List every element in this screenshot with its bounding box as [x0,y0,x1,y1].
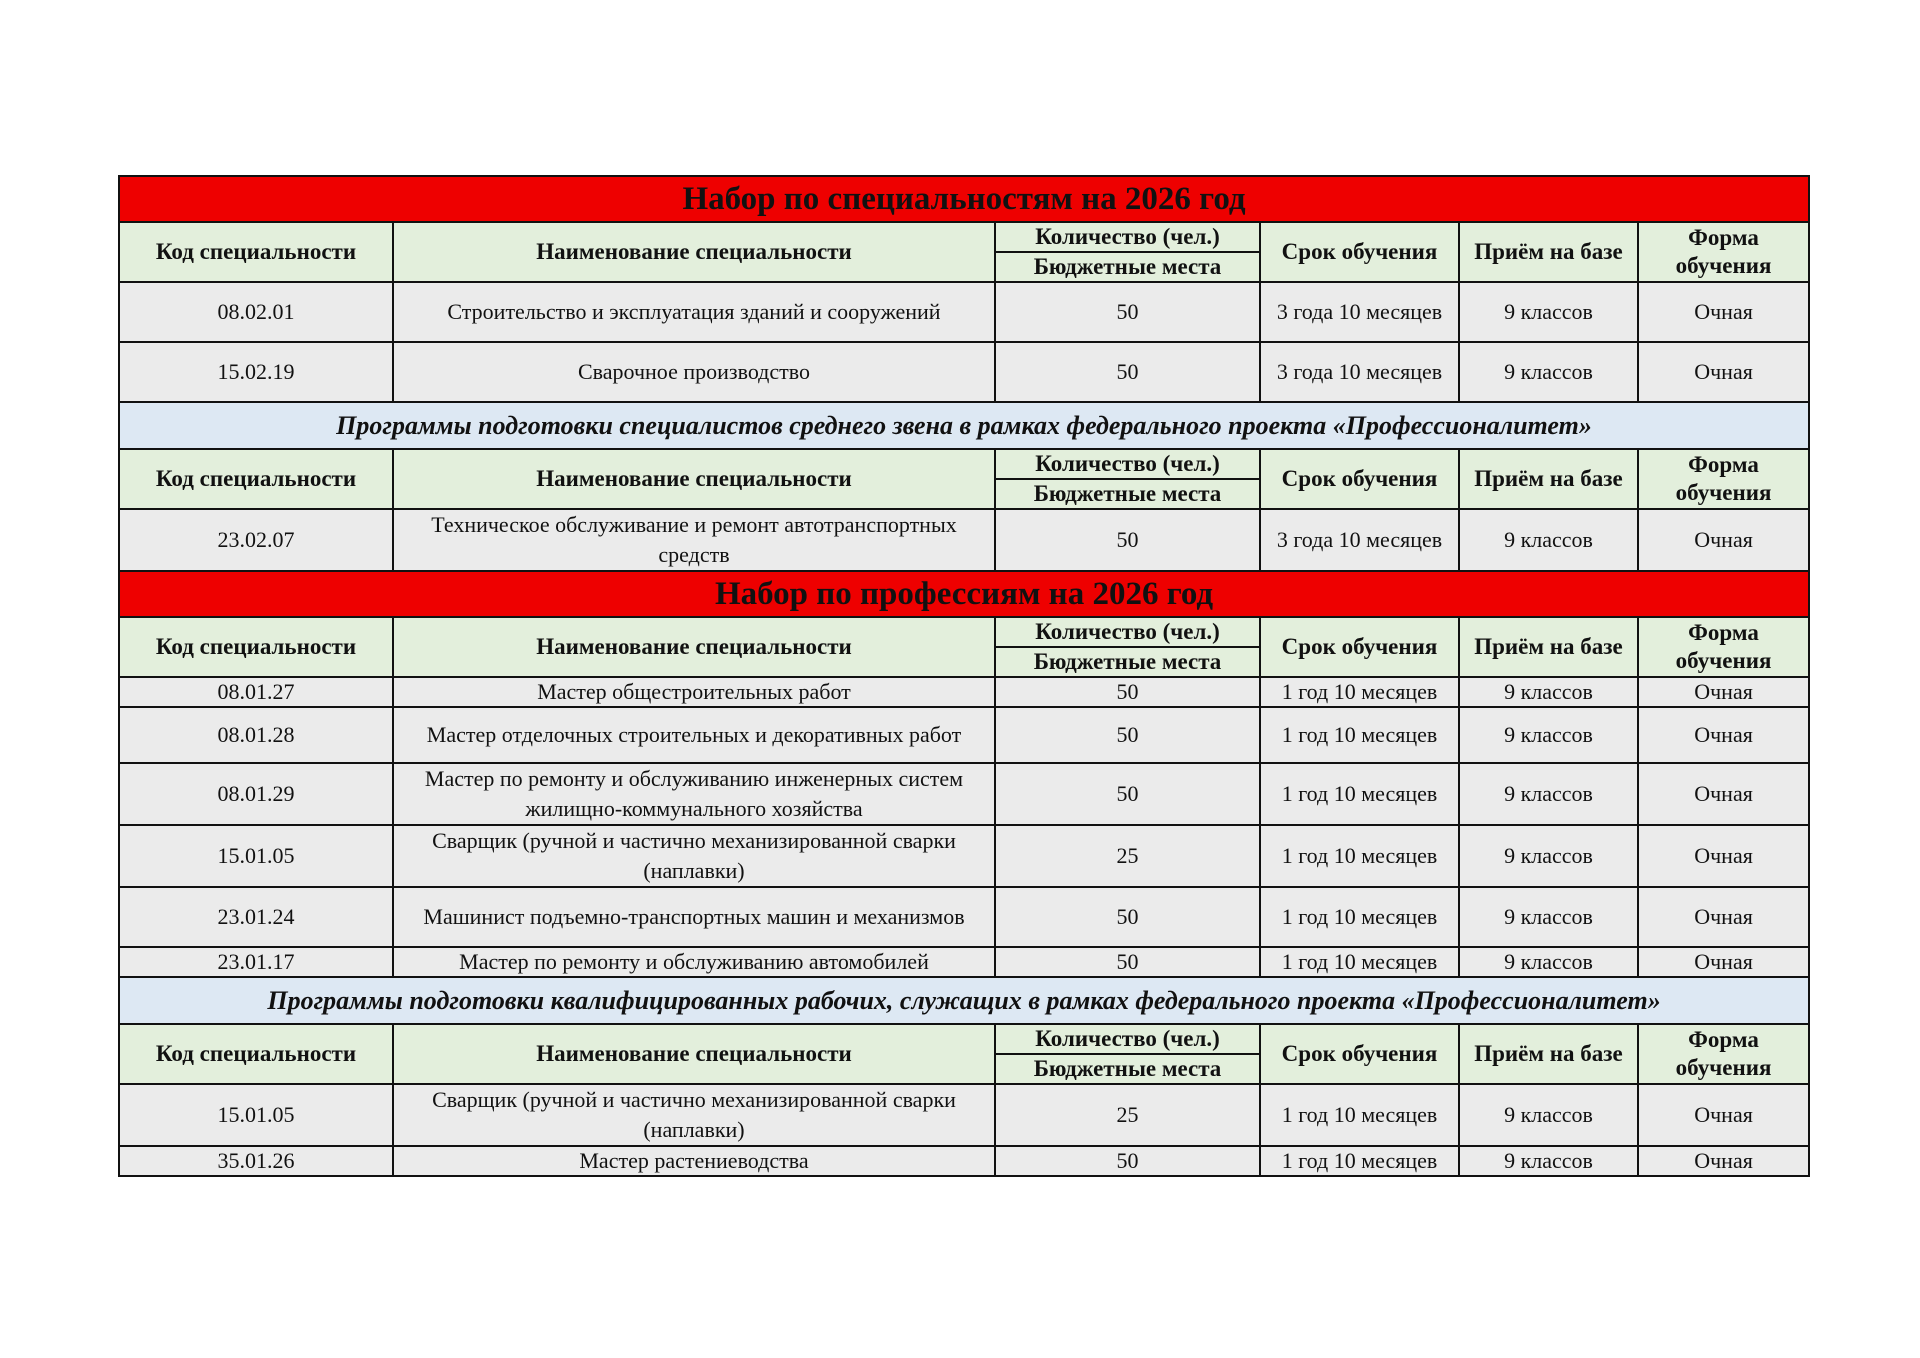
admission-table [118,175,1810,1177]
header-budget: Бюджетные места [995,647,1260,677]
header-term: Срок обучения [1260,449,1459,509]
cell-term: 1 год 10 месяцев [1260,1084,1459,1146]
header-name: Наименование специальности [393,222,995,282]
section-title: Набор по профессиям на 2026 год [119,571,1809,617]
cell-form: Очная [1638,677,1809,707]
header-row [119,617,1809,647]
cell-budget: 25 [995,825,1260,887]
cell-name: Техническое обслуживание и ремонт автотранспортных средств [393,509,995,571]
header-qty: Количество (чел.) [995,1024,1260,1054]
cell-form: Очная [1638,282,1809,342]
section-title: Программы подготовки специалистов среднего звена в рамках федерального проекта «Профессионалитет» [119,402,1809,449]
section-title: Набор по специальностям на 2026 год [119,176,1809,222]
cell-base: 9 классов [1459,342,1638,402]
cell-base: 9 классов [1459,947,1638,977]
cell-name: Мастер общестроительных работ [393,677,995,707]
cell-code: 15.01.05 [119,1084,393,1146]
cell-code: 23.02.07 [119,509,393,571]
header-base: Приём на базе [1459,617,1638,677]
cell-term: 1 год 10 месяцев [1260,947,1459,977]
cell-name: Сварщик (ручной и частично механизированной сварки (наплавки) [393,825,995,887]
section-title-row [119,977,1809,1024]
cell-form: Очная [1638,509,1809,571]
header-term: Срок обучения [1260,222,1459,282]
cell-term: 3 года 10 месяцев [1260,282,1459,342]
header-form: Форма обучения [1638,617,1809,677]
section-title-row [119,176,1809,222]
table-row [119,342,1809,402]
cell-budget: 50 [995,1146,1260,1176]
cell-code: 35.01.26 [119,1146,393,1176]
section-title: Программы подготовки квалифицированных рабочих, служащих в рамках федерального проекта «Профессионалитет» [119,977,1809,1024]
header-row [119,222,1809,252]
header-code: Код специальности [119,617,393,677]
header-code: Код специальности [119,449,393,509]
table-row [119,509,1809,571]
table-row [119,1146,1809,1176]
table-row [119,825,1809,887]
header-code: Код специальности [119,1024,393,1084]
header-qty: Количество (чел.) [995,617,1260,647]
cell-form: Очная [1638,707,1809,763]
cell-budget: 50 [995,509,1260,571]
cell-code: 23.01.24 [119,887,393,947]
cell-budget: 50 [995,282,1260,342]
cell-budget: 25 [995,1084,1260,1146]
cell-budget: 50 [995,947,1260,977]
header-code: Код специальности [119,222,393,282]
cell-base: 9 классов [1459,509,1638,571]
cell-base: 9 классов [1459,763,1638,825]
cell-form: Очная [1638,342,1809,402]
header-term: Срок обучения [1260,617,1459,677]
header-name: Наименование специальности [393,617,995,677]
header-name: Наименование специальности [393,449,995,509]
cell-budget: 50 [995,707,1260,763]
header-row [119,449,1809,479]
cell-name: Мастер по ремонту и обслуживанию инженерных систем жилищно-коммунального хозяйства [393,763,995,825]
cell-base: 9 классов [1459,282,1638,342]
table-row [119,763,1809,825]
header-base: Приём на базе [1459,449,1638,509]
header-form: Форма обучения [1638,449,1809,509]
cell-form: Очная [1638,887,1809,947]
cell-code: 08.02.01 [119,282,393,342]
cell-base: 9 классов [1459,825,1638,887]
cell-name: Сварочное производство [393,342,995,402]
cell-base: 9 классов [1459,1146,1638,1176]
cell-budget: 50 [995,342,1260,402]
section-title-row [119,402,1809,449]
cell-name: Мастер по ремонту и обслуживанию автомобилей [393,947,995,977]
header-budget: Бюджетные места [995,252,1260,282]
cell-name: Мастер отделочных строительных и декоративных работ [393,707,995,763]
cell-code: 15.01.05 [119,825,393,887]
table-row [119,707,1809,763]
cell-form: Очная [1638,1146,1809,1176]
cell-code: 08.01.28 [119,707,393,763]
cell-base: 9 классов [1459,707,1638,763]
header-form: Форма обучения [1638,222,1809,282]
cell-term: 3 года 10 месяцев [1260,342,1459,402]
table-row [119,1084,1809,1146]
table-row [119,947,1809,977]
header-qty: Количество (чел.) [995,449,1260,479]
cell-name: Сварщик (ручной и частично механизированной сварки (наплавки) [393,1084,995,1146]
cell-base: 9 классов [1459,677,1638,707]
header-qty: Количество (чел.) [995,222,1260,252]
cell-form: Очная [1638,1084,1809,1146]
cell-name: Машинист подъемно-транспортных машин и механизмов [393,887,995,947]
cell-code: 08.01.27 [119,677,393,707]
cell-name: Мастер растениеводства [393,1146,995,1176]
cell-term: 1 год 10 месяцев [1260,707,1459,763]
cell-term: 1 год 10 месяцев [1260,825,1459,887]
section-title-row [119,571,1809,617]
cell-form: Очная [1638,825,1809,887]
table-row [119,282,1809,342]
cell-term: 1 год 10 месяцев [1260,1146,1459,1176]
header-name: Наименование специальности [393,1024,995,1084]
table-row [119,677,1809,707]
cell-term: 1 год 10 месяцев [1260,763,1459,825]
header-row [119,1024,1809,1054]
cell-code: 23.01.17 [119,947,393,977]
cell-budget: 50 [995,763,1260,825]
cell-form: Очная [1638,763,1809,825]
cell-budget: 50 [995,677,1260,707]
cell-form: Очная [1638,947,1809,977]
cell-name: Строительство и эксплуатация зданий и сооружений [393,282,995,342]
header-term: Срок обучения [1260,1024,1459,1084]
header-base: Приём на базе [1459,1024,1638,1084]
admission-document [118,175,1808,1177]
cell-term: 3 года 10 месяцев [1260,509,1459,571]
cell-budget: 50 [995,887,1260,947]
header-base: Приём на базе [1459,222,1638,282]
header-budget: Бюджетные места [995,1054,1260,1084]
header-form: Форма обучения [1638,1024,1809,1084]
cell-code: 08.01.29 [119,763,393,825]
cell-base: 9 классов [1459,887,1638,947]
cell-base: 9 классов [1459,1084,1638,1146]
header-budget: Бюджетные места [995,479,1260,509]
cell-term: 1 год 10 месяцев [1260,677,1459,707]
table-row [119,887,1809,947]
cell-code: 15.02.19 [119,342,393,402]
cell-term: 1 год 10 месяцев [1260,887,1459,947]
